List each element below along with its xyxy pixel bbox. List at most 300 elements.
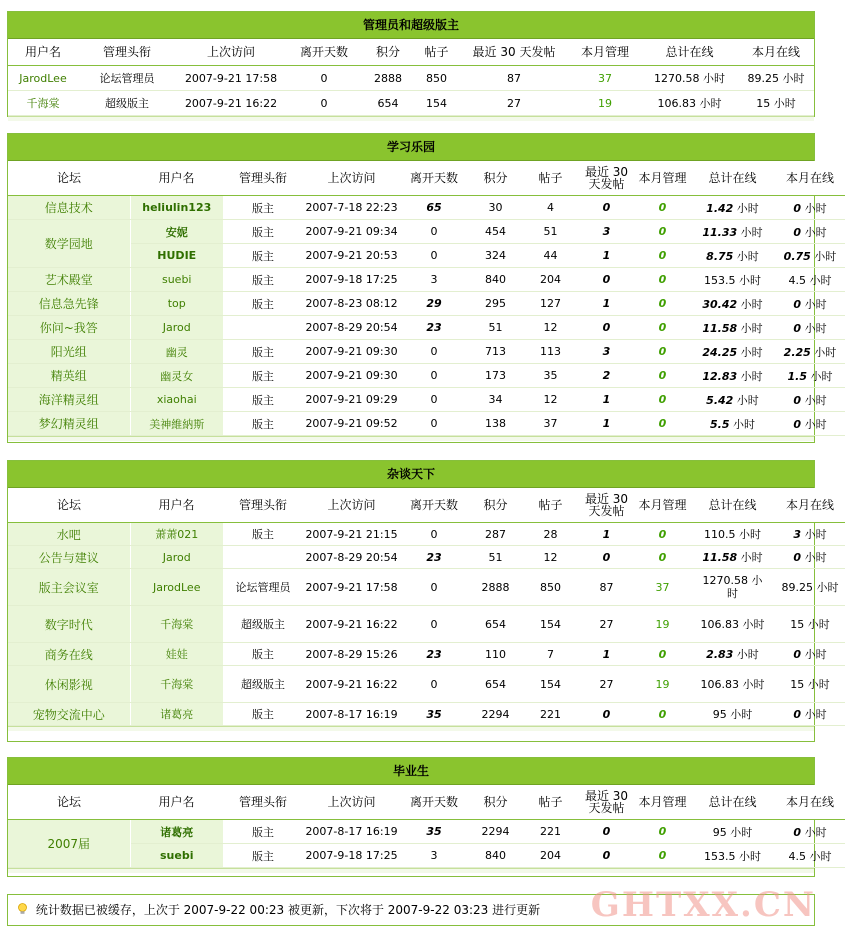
- column-header: 论坛: [8, 161, 130, 196]
- points: 840: [468, 268, 523, 292]
- column-header: 最近 30 天发帖: [578, 161, 635, 196]
- admin-cell: 106.83 小时: [641, 91, 738, 116]
- site-watermark: GHTXX.CN: [590, 885, 816, 925]
- admin-username[interactable]: JarodLee: [8, 66, 78, 91]
- username-link[interactable]: suebi: [130, 268, 223, 292]
- moderator-title: 版主: [223, 643, 303, 666]
- posts: 113: [523, 340, 578, 364]
- days-away: 35: [400, 703, 468, 726]
- last-visit: 2007-9-21 09:34: [303, 220, 400, 244]
- month-online-value: 0: [793, 648, 802, 661]
- admins-section: [7, 11, 815, 117]
- column-header: 离开天数: [400, 785, 468, 820]
- column-header: 本月管理: [635, 488, 690, 523]
- admin-cell: 37: [569, 66, 641, 91]
- total-online: [690, 292, 775, 316]
- total-online-value: 11.33: [702, 225, 738, 239]
- recent-posts: 1: [578, 523, 635, 546]
- month-online: [775, 666, 845, 703]
- posts: 12: [523, 388, 578, 412]
- month-online-value: 0: [793, 393, 802, 407]
- posts: 12: [523, 316, 578, 340]
- total-online-unit: 小时: [729, 417, 755, 431]
- recent-posts: 0: [578, 703, 635, 726]
- username-link[interactable]: 萧萧021: [130, 523, 223, 546]
- username-link[interactable]: 诸葛亮: [130, 820, 223, 844]
- misc-band: [8, 726, 814, 731]
- column-header: 本月管理: [635, 785, 690, 820]
- column-header: 用户名: [130, 785, 223, 820]
- column-header: 积分: [468, 161, 523, 196]
- admin-cell: 超级版主: [78, 91, 176, 116]
- posts: 204: [523, 268, 578, 292]
- misc-header-row: [8, 488, 845, 523]
- month-online: [775, 316, 845, 340]
- posts: 154: [523, 666, 578, 703]
- username-link[interactable]: suebi: [130, 844, 223, 868]
- recent-posts: 87: [578, 569, 635, 606]
- month-online-value: 15 小时: [790, 678, 830, 691]
- posts: 12: [523, 546, 578, 569]
- total-online: [690, 844, 775, 868]
- study-row: [8, 388, 845, 412]
- month-online-unit: 小时: [801, 708, 827, 721]
- admin-row: [8, 91, 814, 116]
- forum-link[interactable]: 商务在线: [8, 643, 130, 666]
- total-online: [690, 523, 775, 546]
- posts: 204: [523, 844, 578, 868]
- forum-link[interactable]: 宠物交流中心: [8, 703, 130, 726]
- column-header: 总计在线: [641, 39, 738, 66]
- posts: 154: [523, 606, 578, 643]
- forum-link[interactable]: 公告与建议: [8, 546, 130, 569]
- days-away: 29: [400, 292, 468, 316]
- column-header: 本月管理: [635, 161, 690, 196]
- study-header-row: [8, 161, 845, 196]
- column-header: 总计在线: [690, 488, 775, 523]
- column-header: 本月在线: [775, 488, 845, 523]
- total-online-value: 2.83: [706, 648, 734, 661]
- month-online: [775, 268, 845, 292]
- points: 454: [468, 220, 523, 244]
- username-link[interactable]: HUDIE: [130, 244, 223, 268]
- points: 713: [468, 340, 523, 364]
- moderator-title: 论坛管理员: [223, 569, 303, 606]
- total-online: [690, 412, 775, 436]
- posts: 51: [523, 220, 578, 244]
- total-online-value: 30.42: [702, 297, 738, 311]
- total-online-value: 153.5 小时: [704, 273, 761, 287]
- month-online-value: 0: [793, 551, 802, 564]
- month-online: [775, 292, 845, 316]
- month-online: [775, 569, 845, 606]
- recent-posts: 1: [578, 244, 635, 268]
- admin-cell: 15 小时: [738, 91, 814, 116]
- column-header: 帖子: [523, 488, 578, 523]
- monthly-moderation: 19: [635, 606, 690, 643]
- days-away: 3: [400, 268, 468, 292]
- month-online: [775, 340, 845, 364]
- recent-posts: 1: [578, 388, 635, 412]
- monthly-moderation: 0: [635, 844, 690, 868]
- total-online: [690, 340, 775, 364]
- total-online: [690, 388, 775, 412]
- posts: 44: [523, 244, 578, 268]
- misc-row: [8, 569, 845, 606]
- username-link[interactable]: 美神維納斯: [130, 412, 223, 436]
- total-online-unit: 小时: [737, 551, 763, 564]
- username-link[interactable]: 千海棠: [130, 666, 223, 703]
- moderator-title: 版主: [223, 412, 303, 436]
- total-online: [690, 196, 775, 220]
- days-away: 0: [400, 606, 468, 643]
- column-header: 积分: [362, 39, 414, 66]
- points: 295: [468, 292, 523, 316]
- recent-posts: 0: [578, 820, 635, 844]
- misc-row: [8, 703, 845, 726]
- month-online-unit: 小时: [801, 393, 827, 407]
- misc-title: 杂谈天下: [8, 461, 814, 488]
- total-online-unit: 小时: [733, 249, 759, 263]
- month-online-unit: 小时: [801, 297, 827, 311]
- month-online: [775, 643, 845, 666]
- points: 2888: [468, 569, 523, 606]
- column-header: 帖子: [523, 785, 578, 820]
- last-visit: 2007-9-21 16:22: [303, 606, 400, 643]
- month-online-value: 0: [793, 297, 802, 311]
- last-visit: 2007-8-17 16:19: [303, 703, 400, 726]
- moderator-title: 超级版主: [223, 606, 303, 643]
- days-away: 0: [400, 569, 468, 606]
- month-online: [775, 546, 845, 569]
- total-online-unit: 小时: [737, 345, 763, 359]
- last-visit: 2007-8-17 16:19: [303, 820, 400, 844]
- moderator-title: 版主: [223, 292, 303, 316]
- username-link[interactable]: heliulin123: [130, 196, 223, 220]
- total-online: [690, 268, 775, 292]
- forum-link[interactable]: 信息技术: [8, 196, 130, 220]
- study-row: [8, 268, 845, 292]
- column-header: 论坛: [8, 785, 130, 820]
- total-online-value: 153.5 小时: [704, 849, 761, 863]
- total-online: [690, 244, 775, 268]
- total-online: [690, 316, 775, 340]
- posts: 4: [523, 196, 578, 220]
- month-online-value: 15 小时: [790, 618, 830, 631]
- study-band: [8, 436, 814, 441]
- month-online-value: 0: [793, 321, 802, 335]
- forum-link[interactable]: 休闲影视: [8, 666, 130, 703]
- forum-link[interactable]: 2007届: [8, 820, 130, 868]
- admin-cell: 154: [414, 91, 459, 116]
- column-header: 帖子: [523, 161, 578, 196]
- points: 654: [468, 666, 523, 703]
- admins-band: [8, 116, 814, 121]
- days-away: 3: [400, 844, 468, 868]
- column-header: 本月管理: [569, 39, 641, 66]
- moderator-title: 版主: [223, 820, 303, 844]
- username-link[interactable]: 娃娃: [130, 643, 223, 666]
- month-online-unit: 小时: [801, 528, 827, 541]
- month-online: [775, 820, 845, 844]
- monthly-moderation: 0: [635, 244, 690, 268]
- username-link[interactable]: 诸葛亮: [130, 703, 223, 726]
- username-link[interactable]: 安妮: [130, 220, 223, 244]
- month-online: [775, 196, 845, 220]
- cache-status-text: 统计数据已被缓存，上次于 2007-9-22 00:23 被更新，下次将于 2007-9-22 03:23 进行更新: [35, 903, 541, 917]
- monthly-moderation: 0: [635, 292, 690, 316]
- admin-cell: 2007-9-21 16:22: [176, 91, 286, 116]
- username-link[interactable]: Jarod: [130, 546, 223, 569]
- username-link[interactable]: 幽灵女: [130, 364, 223, 388]
- column-header: 最近 30 天发帖: [578, 785, 635, 820]
- column-header: 本月在线: [775, 161, 845, 196]
- monthly-moderation: 0: [635, 220, 690, 244]
- admin-cell: 论坛管理员: [78, 66, 176, 91]
- admin-cell: 654: [362, 91, 414, 116]
- points: 287: [468, 523, 523, 546]
- forum-link[interactable]: 信息急先锋: [8, 292, 130, 316]
- total-online-value: 110.5 小时: [704, 528, 761, 541]
- total-online-unit: 小时: [733, 648, 759, 661]
- recent-posts: 0: [578, 196, 635, 220]
- monthly-moderation: 0: [635, 412, 690, 436]
- total-online: [690, 220, 775, 244]
- total-online-value: 8.75: [706, 249, 734, 263]
- forum-link[interactable]: 海洋精灵组: [8, 388, 130, 412]
- username-link[interactable]: 幽灵: [130, 340, 223, 364]
- study-row: [8, 364, 845, 388]
- monthly-moderation: 0: [635, 388, 690, 412]
- month-online: [775, 220, 845, 244]
- monthly-moderation: 0: [635, 523, 690, 546]
- total-online-unit: 小时: [737, 297, 763, 311]
- monthly-moderation: 0: [635, 268, 690, 292]
- monthly-moderation: 0: [635, 703, 690, 726]
- month-online-value: 4.5 小时: [788, 273, 832, 287]
- points: 2294: [468, 703, 523, 726]
- misc-row: [8, 523, 845, 546]
- total-online-value: 24.25: [702, 345, 738, 359]
- days-away: 0: [400, 412, 468, 436]
- monthly-moderation: 0: [635, 546, 690, 569]
- forum-link[interactable]: 数字时代: [8, 606, 130, 643]
- month-online: [775, 364, 845, 388]
- username-link[interactable]: xiaohai: [130, 388, 223, 412]
- grads-header-row: [8, 785, 845, 820]
- misc-table: [8, 488, 845, 726]
- monthly-moderation: 0: [635, 364, 690, 388]
- moderator-title: 版主: [223, 244, 303, 268]
- admins-title: 管理员和超级版主: [8, 12, 814, 39]
- days-away: 0: [400, 340, 468, 364]
- points: 654: [468, 606, 523, 643]
- days-away: 0: [400, 244, 468, 268]
- last-visit: 2007-9-21 09:30: [303, 340, 400, 364]
- month-online: [775, 388, 845, 412]
- posts: 850: [523, 569, 578, 606]
- days-away: 0: [400, 523, 468, 546]
- admin-username[interactable]: 千海棠: [8, 91, 78, 116]
- month-online-unit: 小时: [801, 201, 827, 215]
- moderator-title: 版主: [223, 268, 303, 292]
- moderator-title: [223, 546, 303, 569]
- study-title: 学习乐园: [8, 134, 814, 161]
- month-online-value: 4.5 小时: [788, 849, 832, 863]
- last-visit: 2007-9-21 09:30: [303, 364, 400, 388]
- posts: 7: [523, 643, 578, 666]
- month-online-value: 0.75: [783, 249, 811, 263]
- recent-posts: 1: [578, 412, 635, 436]
- recent-posts: 27: [578, 606, 635, 643]
- points: 110: [468, 643, 523, 666]
- total-online-value: 95 小时: [712, 708, 753, 721]
- study-row: [8, 220, 845, 244]
- month-online: [775, 412, 845, 436]
- admin-cell: 89.25 小时: [738, 66, 814, 91]
- total-online: [690, 606, 775, 643]
- points: 34: [468, 388, 523, 412]
- days-away: 0: [400, 220, 468, 244]
- days-away: 0: [400, 388, 468, 412]
- points: 324: [468, 244, 523, 268]
- recent-posts: 3: [578, 340, 635, 364]
- forum-link[interactable]: 梦幻精灵组: [8, 412, 130, 436]
- grads-section: [7, 757, 834, 877]
- column-header: 用户名: [8, 39, 78, 66]
- points: 173: [468, 364, 523, 388]
- study-row: [8, 340, 845, 364]
- monthly-moderation: 37: [635, 569, 690, 606]
- misc-section: [7, 460, 839, 742]
- username-link[interactable]: JarodLee: [130, 569, 223, 606]
- points: 51: [468, 316, 523, 340]
- days-away: 65: [400, 196, 468, 220]
- total-online-value: 95 小时: [712, 825, 753, 839]
- column-header: 离开天数: [286, 39, 362, 66]
- month-online-unit: 小时: [801, 551, 827, 564]
- lightbulb-icon: [17, 903, 28, 915]
- last-visit: 2007-7-18 22:23: [303, 196, 400, 220]
- username-link[interactable]: Jarod: [130, 316, 223, 340]
- points: 30: [468, 196, 523, 220]
- total-online: [690, 569, 775, 606]
- misc-row: [8, 546, 845, 569]
- moderator-title: 版主: [223, 340, 303, 364]
- monthly-moderation: 0: [635, 340, 690, 364]
- column-header: 上次访问: [303, 488, 400, 523]
- monthly-moderation: 0: [635, 820, 690, 844]
- total-online-unit: 小时: [733, 201, 759, 215]
- forum-link[interactable]: 阳光组: [8, 340, 130, 364]
- forum-link[interactable]: 水吧: [8, 523, 130, 546]
- forum-link[interactable]: 你问~我答: [8, 316, 130, 340]
- column-header: 管理头衔: [223, 488, 303, 523]
- posts: 35: [523, 364, 578, 388]
- recent-posts: 0: [578, 268, 635, 292]
- column-header: 积分: [468, 488, 523, 523]
- forum-link[interactable]: 精英组: [8, 364, 130, 388]
- month-online: [775, 606, 845, 643]
- posts: 221: [523, 703, 578, 726]
- forum-link[interactable]: 版主会议室: [8, 569, 130, 606]
- column-header: 上次访问: [176, 39, 286, 66]
- admin-row: [8, 66, 814, 91]
- total-online-value: 1.42: [706, 201, 734, 215]
- forum-link[interactable]: 艺术殿堂: [8, 268, 130, 292]
- study-table: [8, 161, 845, 436]
- last-visit: 2007-9-21 16:22: [303, 666, 400, 703]
- total-online: [690, 364, 775, 388]
- admin-cell: 19: [569, 91, 641, 116]
- points: 51: [468, 546, 523, 569]
- column-header: 管理头衔: [223, 161, 303, 196]
- month-online-unit: 小时: [801, 648, 827, 661]
- month-online-value: 0: [793, 825, 802, 839]
- total-online: [690, 820, 775, 844]
- misc-row: [8, 666, 845, 703]
- username-link[interactable]: top: [130, 292, 223, 316]
- total-online-unit: 小时: [733, 393, 759, 407]
- recent-posts: 0: [578, 844, 635, 868]
- moderator-title: 版主: [223, 703, 303, 726]
- total-online: [690, 546, 775, 569]
- column-header: 用户名: [130, 488, 223, 523]
- forum-link[interactable]: 数学园地: [8, 220, 130, 268]
- month-online: [775, 703, 845, 726]
- last-visit: 2007-8-23 08:12: [303, 292, 400, 316]
- study-row: [8, 196, 845, 220]
- moderator-title: 版主: [223, 364, 303, 388]
- monthly-moderation: 0: [635, 196, 690, 220]
- column-header: 帖子: [414, 39, 459, 66]
- recent-posts: 2: [578, 364, 635, 388]
- month-online: [775, 844, 845, 868]
- month-online-value: 89.25 小时: [781, 581, 839, 594]
- month-online-value: 0: [793, 708, 802, 721]
- days-away: 35: [400, 820, 468, 844]
- posts: 28: [523, 523, 578, 546]
- last-visit: 2007-9-21 17:58: [303, 569, 400, 606]
- total-online-value: 11.58: [702, 321, 738, 335]
- month-online-unit: 小时: [801, 225, 827, 239]
- total-online-unit: 小时: [737, 369, 763, 383]
- moderator-title: 版主: [223, 844, 303, 868]
- total-online-value: 1270.58 小时: [702, 574, 763, 600]
- posts: 37: [523, 412, 578, 436]
- total-online-unit: 小时: [737, 321, 763, 335]
- study-section: [7, 133, 837, 443]
- recent-posts: 3: [578, 220, 635, 244]
- column-header: 最近 30 天发帖: [459, 39, 569, 66]
- grads-row: [8, 844, 845, 868]
- month-online-unit: 小时: [801, 417, 827, 431]
- username-link[interactable]: 千海棠: [130, 606, 223, 643]
- last-visit: 2007-9-18 17:25: [303, 268, 400, 292]
- moderator-title: 版主: [223, 220, 303, 244]
- moderator-title: 版主: [223, 523, 303, 546]
- moderator-title: 版主: [223, 388, 303, 412]
- month-online-unit: 小时: [810, 249, 837, 263]
- last-visit: 2007-9-18 17:25: [303, 844, 400, 868]
- total-online: [690, 666, 775, 703]
- recent-posts: 0: [578, 546, 635, 569]
- month-online-unit: 小时: [810, 345, 837, 359]
- study-row: [8, 244, 845, 268]
- recent-posts: 1: [578, 292, 635, 316]
- column-header: 离开天数: [400, 161, 468, 196]
- admin-cell: 1270.58 小时: [641, 66, 738, 91]
